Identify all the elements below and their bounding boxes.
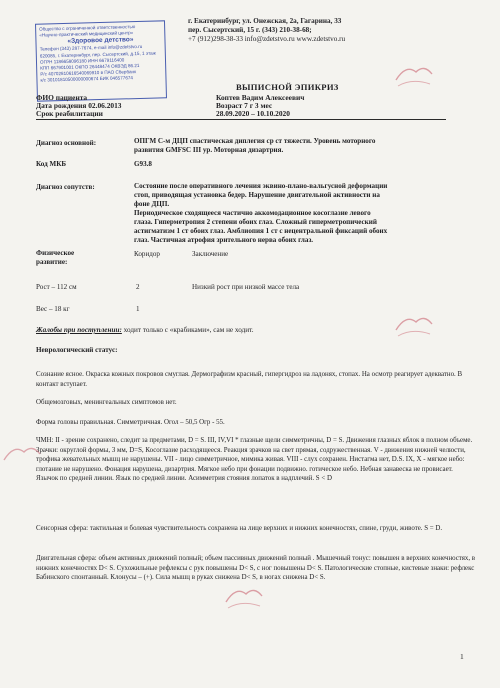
age-value: Возраст 7 г 3 мес <box>216 101 273 110</box>
neuro-paragraph: Сознание ясное. Окраска кожных покровов смуглая. Дермографизм красный, гипергидроз на ладонях, стопах. На осмотр реагирует адекватно. В контакт вступает. <box>36 371 463 388</box>
diagnosis-related-line: глаза. Гиперметропия 2 степени обоих глаз. Сложный гиперметропический <box>134 218 377 226</box>
neuro-paragraph: Двигательная сфера: объем активных движений полный; объем пассивных движений полный . Мышечный тонус: повышен в верхних конечностях, в нижних конечностях D< S. Сухожильные рефлексы с рук повышены D< S, с ног повышены D< S. Патологические стопные, кистевые знаки: рефлекс Бабинского спонтанный. Клонусы – (+). Сила мышц в руках снижена D< S, в ногах снижена D< S. <box>36 555 476 581</box>
diagnosis-main-label: Диагноз основной: <box>36 139 97 147</box>
stamp-line: Телефон (343) 287-7674, e-mail info@zdetstvo.ru <box>39 44 143 53</box>
rehab-label: Срок реабилитации <box>36 109 103 118</box>
height-corridor: 2 <box>136 283 140 291</box>
watermark-logo <box>222 582 266 612</box>
complaints <box>36 326 254 334</box>
neuro-paragraph: Общемозговых, менингеальных симптомов нет. <box>36 399 177 406</box>
weight-corridor: 1 <box>136 305 140 313</box>
col-conclusion-header: Заключение <box>192 250 229 258</box>
diagnosis-related-line: Состояние после оперативного лечения эквино-плано-вальгусной деформации <box>134 182 388 190</box>
diagnosis-related-line: стоп, приводящая установка бедер. Нарушение двигательной активности на <box>134 191 380 199</box>
physical-label <box>36 249 74 267</box>
fio-label: ФИО пациента <box>36 93 88 102</box>
stamp-line: «Научно-практический медицинский центр» <box>39 30 134 38</box>
col-corridor-header: Коридор <box>134 250 160 258</box>
stamp-line: Общество с ограниченной ответственностью <box>39 24 136 32</box>
complaints-text: ходит только с «крабиками», сам не ходит. <box>123 326 254 334</box>
physical-label-line: развитие: <box>36 258 68 266</box>
diagnosis-main-line: ОПГМ С-м ДЦП спастическая диплегия ср ст тяжести. Уровень моторного <box>134 137 376 145</box>
watermark-logo <box>392 310 436 340</box>
diagnosis-related-label: Диагноз сопутств: <box>36 183 95 191</box>
diagnosis-related-line: фоне ДЦП. <box>134 200 170 208</box>
stamp-line: Р/с 40702810616540069910 в ПАО Сбербанк <box>40 69 137 77</box>
watermark-logo <box>0 440 44 470</box>
page-number: 1 <box>460 652 464 661</box>
stamp-line: к/с 30101810500000000674 БИК 046577674 <box>40 75 134 84</box>
height-conclusion: Низкий рост при низкой массе тела <box>192 283 300 291</box>
complaints-label: Жалобы при поступлении: <box>36 326 122 334</box>
document-title: ВЫПИСНОЙ ЭПИКРИЗ <box>236 82 339 92</box>
diagnosis-related-line: Периодическое сходящееся частично аккомодационное косоглазие левого <box>134 209 371 217</box>
diagnosis-main-line: развития GMFSC III ур. Моторная дизартрия. <box>134 146 284 154</box>
diagnosis-main-text <box>134 137 375 155</box>
clinic-stamp <box>35 20 167 101</box>
header-divider <box>36 119 446 120</box>
diagnosis-related-line: глаз. Частичная атрофия зрительного нерва обоих глаз. <box>134 236 314 244</box>
mkb-value: G93.8 <box>134 160 152 168</box>
fio-value: Коптев Вадим Алексеевич <box>216 93 305 102</box>
neuro-paragraph: ЧМН: II - зрение сохранено, следит за предметами, D = S. III, IV,VI * глазные щели симметричны, D = S. Движения глазных яблок в полном объеме. Зрачки: округлой формы, 3 мм, D=S, Косоглазие расходящееся. Реакция зрачков на свет прямая, содружественная. V - движения нижней челюсти, трофика жевательных мышц не нарушены. VII - лицо симметричное, мимика живая. VIII - слух сохранен. Нистагма нет, D.S. IX, X - мягкое небо: глотание не нарушено. Фонация нарушена, дизартрия. Мягкое небо при фонации подвижно. готическое небо. Небная занавеска не провисает. Язычок по средней линии. Язык по средней линии. Асимметрия стояния лопаток в надплечий. S < D <box>36 437 473 482</box>
neuro-status-label: Неврологический статус: <box>36 346 118 354</box>
dob-label: Дата рождения 02.06.2013 <box>36 101 122 110</box>
diagnosis-related-text <box>134 182 387 245</box>
address-line: г. Екатеринбург, ул. Онежская, 2а, Гагарина, 33 <box>188 17 342 25</box>
weight-label: Вес – 18 кг <box>36 305 70 313</box>
stamp-line: 620085, г. Екатеринбург, пер. Сысертский, д.15, 1 этаж <box>39 50 156 59</box>
physical-label-line: Физическое <box>36 249 75 257</box>
mkb-label: Код МКБ <box>36 160 67 168</box>
clinic-address <box>188 17 345 44</box>
stamp-clinic-name: «Здоровое детство» <box>67 36 134 46</box>
address-line: пер. Сысертский, 15 г. (343) 210-38-68; <box>188 26 312 34</box>
stamp-line: КПП 667901001 ОКПО 26448474 ОКВЭД 86.21 <box>40 63 140 71</box>
contact-line: +7 (912)298-38-33 info@zdetstvo.ru www.zdetstvo.ru <box>188 35 346 43</box>
stamp-line: ОГРН 1186658096180 ИНН 6679116400 <box>39 57 125 65</box>
watermark-logo <box>392 60 436 90</box>
height-label: Рост – 112 см <box>36 283 77 291</box>
neuro-paragraph: Форма головы правильная. Симметричная. Огол – 50,5 Огр - 55. <box>36 419 225 426</box>
diagnosis-related-line: астигматизм 1 ст обоих глаз. Амблиопия 1 ст с нецентральной фиксаций обоих <box>134 227 388 235</box>
neuro-paragraph: Сенсорная сфера: тактильная и болевая чувствительность сохранена на лице верхних и нижних конечностях, спине, груди, животе. S = D. <box>36 525 443 532</box>
rehab-value: 28.09.2020 – 10.10.2020 <box>216 109 290 118</box>
